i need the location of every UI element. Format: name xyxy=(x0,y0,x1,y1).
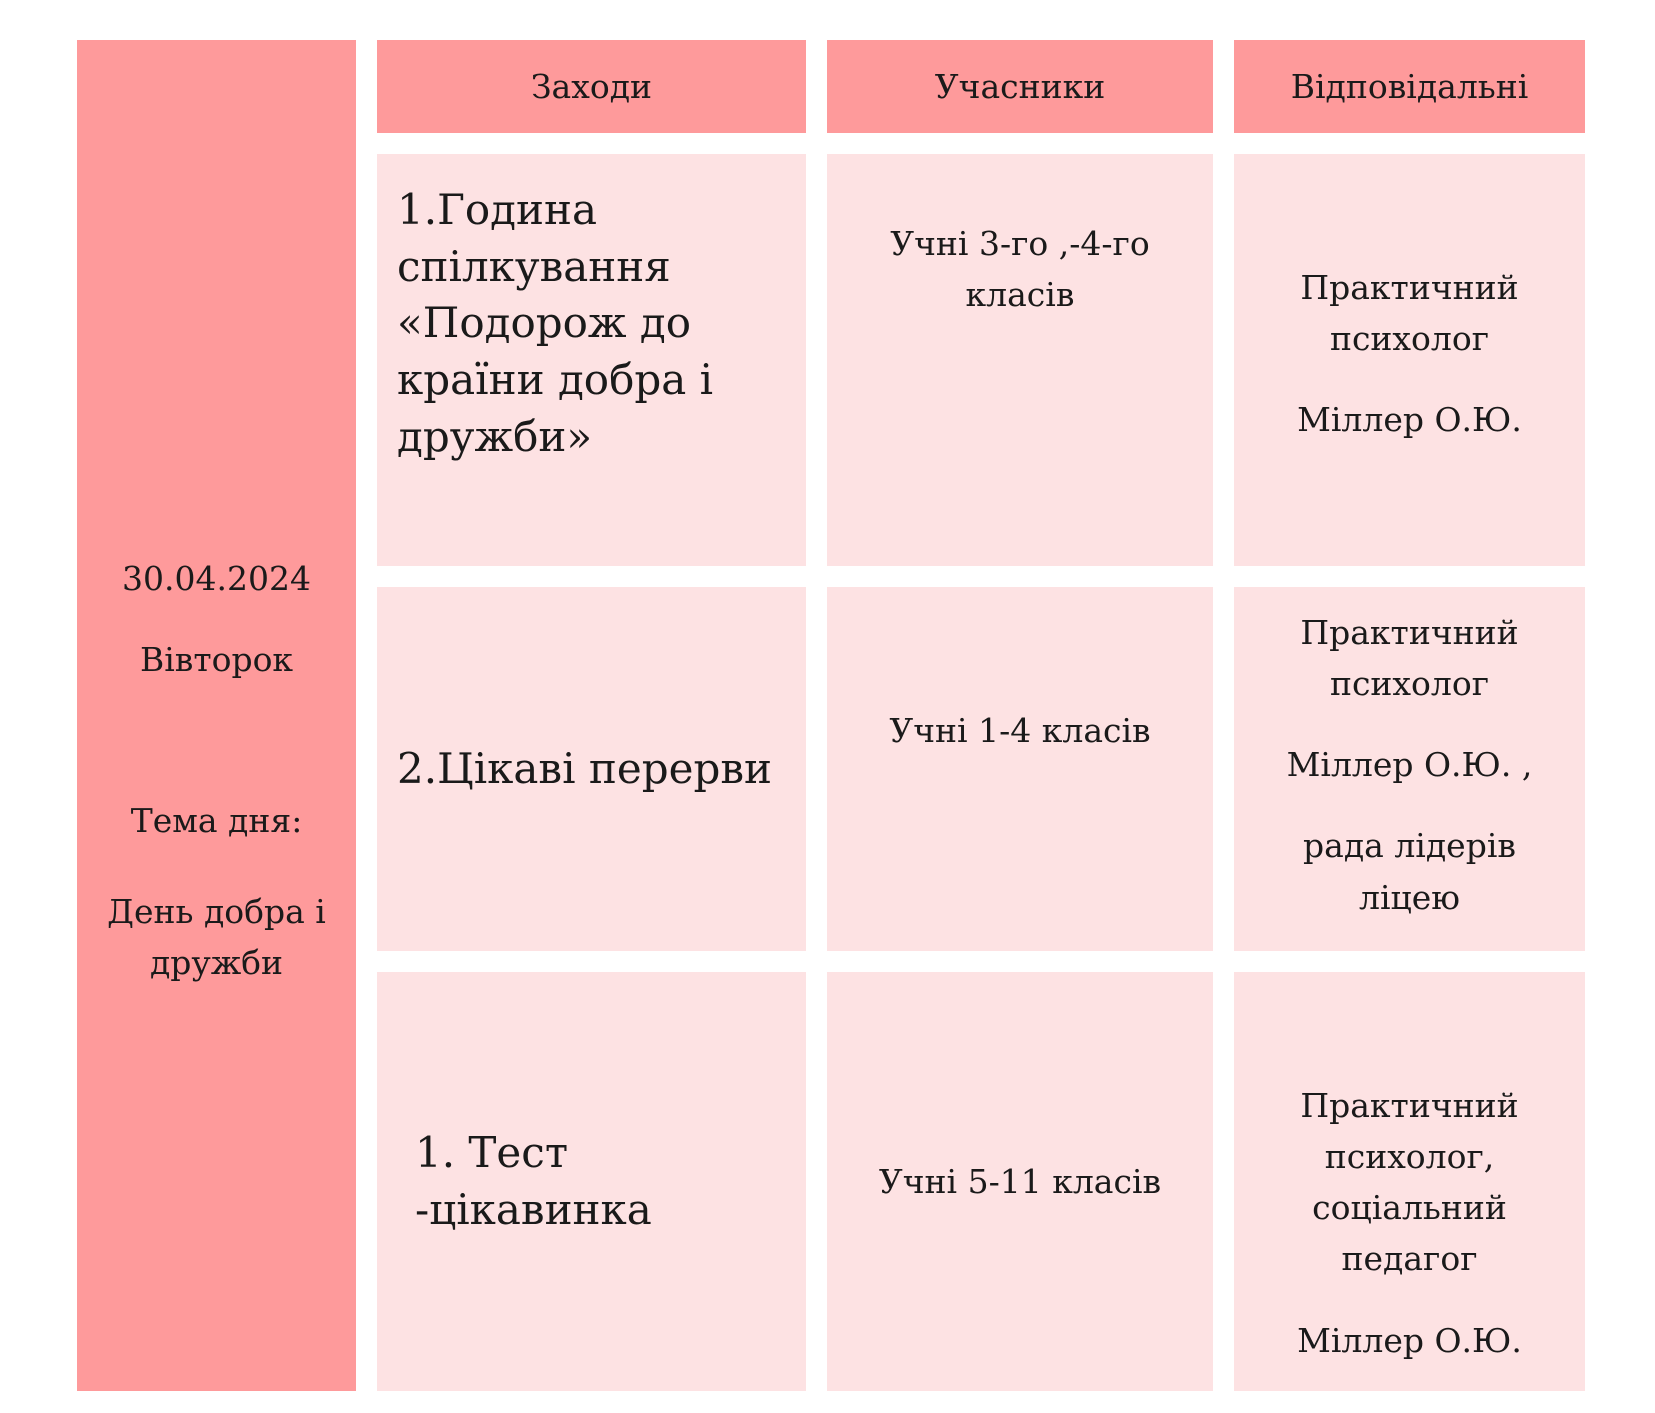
activity-text: 1. Тест -цікавинка xyxy=(415,1127,652,1234)
responsible-role: Практичний психолог xyxy=(1300,613,1519,704)
header-activities: Заходи xyxy=(377,40,806,133)
activity-text: 2.Цікаві перерви xyxy=(397,743,772,793)
header-participants: Учасники xyxy=(827,40,1213,133)
event-date: 30.04.2024 xyxy=(122,558,311,598)
responsible-cell-2 xyxy=(1234,587,1585,951)
participants-cell-2 xyxy=(827,587,1213,951)
theme-value: День добра і дружби xyxy=(107,892,326,983)
responsible-name: Міллер О.Ю. , xyxy=(1286,745,1533,785)
responsible-cell-3 xyxy=(1234,972,1585,1391)
participants-cell-1 xyxy=(827,154,1213,566)
responsible-name: Міллер О.Ю. xyxy=(1297,400,1522,440)
header-responsible: Відповідальні xyxy=(1234,40,1585,133)
activity-text: 1.Година спілкування «Подорож до країни добра і дружби» xyxy=(397,185,714,461)
activity-cell-2 xyxy=(377,587,806,951)
activity-cell-3 xyxy=(377,972,806,1391)
responsible-role: Практичний психолог xyxy=(1300,268,1519,359)
event-weekday: Вівторок xyxy=(139,639,294,679)
responsible-name: Міллер О.Ю. xyxy=(1297,1320,1522,1360)
activity-cell-1 xyxy=(377,154,806,566)
participants-cell-3 xyxy=(827,972,1213,1391)
day-info-column xyxy=(77,40,356,1391)
responsible-extra: рада лідерів ліцею xyxy=(1303,826,1516,917)
responsible-cell-1 xyxy=(1234,154,1585,566)
schedule-table xyxy=(77,40,1585,1391)
participants-text: Учні 1-4 класів xyxy=(889,711,1151,750)
theme-label: Тема дня: xyxy=(130,800,303,840)
participants-text: Учні 5-11 класів xyxy=(878,1161,1162,1201)
responsible-role: Практичний психолог, соціальний педагог xyxy=(1300,1086,1519,1279)
participants-text: Учні 3-го ,-4-го класів xyxy=(890,224,1150,315)
